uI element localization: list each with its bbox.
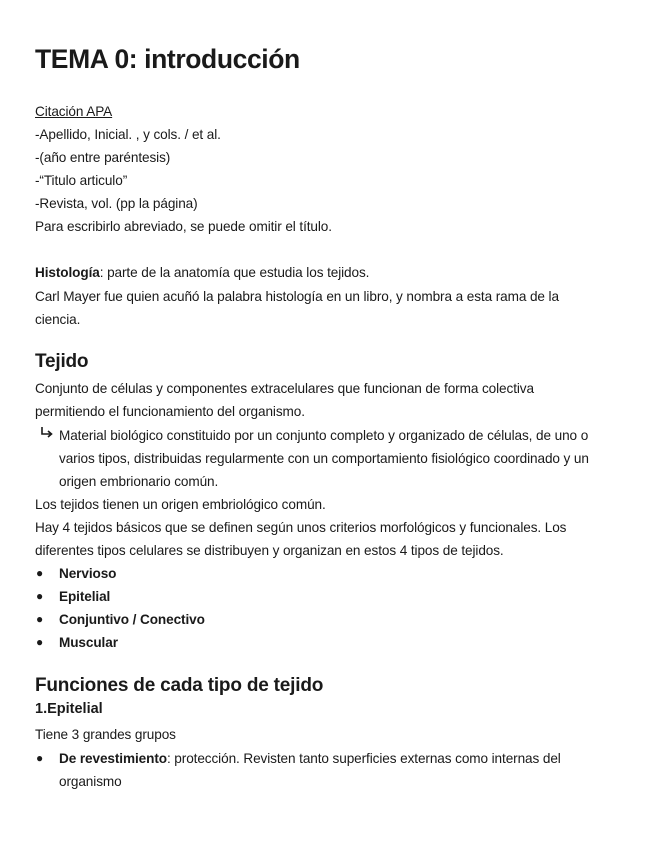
tissue-type-item: Nervioso [59, 566, 117, 581]
tejido-def-line-1: Conjunto de células y componentes extracelulares que funcionan de forma colectiva [35, 381, 534, 396]
apa-heading: Citación APA [35, 104, 113, 119]
tejido-sub-line-1: Material biológico constituido por un conjunto completo y organizado de células, de uno o [59, 428, 589, 443]
tejido-sub-line-2: varios tipos, distribuidas regularmente con un comportamiento fisiológico coordinado y un [59, 451, 589, 466]
mayer-line-2: ciencia. [35, 312, 81, 327]
revestimiento-text: : protección. Revisten tanto superficies externas como internas del [166, 751, 561, 766]
revestimiento-term: De revestimiento [59, 751, 167, 766]
tissue-type-item: Epitelial [59, 589, 111, 604]
bullet-icon: ● [36, 566, 44, 580]
bullet-icon: ● [36, 589, 44, 603]
revestimiento-text-line-2: organismo [59, 774, 122, 789]
apa-line-3: -“Titulo articulo” [35, 173, 128, 188]
tejido-basic-line-2: diferentes tipos celulares se distribuyen y organizan en estos 4 tipos de tejidos. [35, 543, 504, 558]
tejido-basic-line-1: Hay 4 tejidos básicos que se definen según unos criterios morfológicos y funcionales. Los [35, 520, 567, 535]
tejido-sub-line-3: origen embrionario común. [59, 474, 219, 489]
revestimiento-item [59, 747, 561, 770]
bullet-icon: ● [36, 635, 44, 649]
tissue-type-item: Muscular [59, 635, 118, 650]
tissue-type-item: Conjuntivo / Conectivo [59, 612, 205, 627]
return-arrow-icon [40, 426, 54, 440]
histologia-definition [35, 261, 369, 284]
section-heading-tejido: Tejido [35, 351, 89, 372]
histologia-term: Histología [35, 265, 100, 280]
tejido-origin: Los tejidos tienen un origen embriológico común. [35, 497, 326, 512]
tejido-def-line-2: permitiendo el funcionamiento del organismo. [35, 404, 305, 419]
page-title: TEMA 0: introducción [35, 44, 300, 74]
apa-line-4: -Revista, vol. (pp la página) [35, 196, 198, 211]
groups-text: Tiene 3 grandes grupos [35, 727, 176, 742]
apa-line-5: Para escribirlo abreviado, se puede omitir el título. [35, 219, 332, 234]
apa-line-2: -(año entre paréntesis) [35, 150, 171, 165]
mayer-line-1: Carl Mayer fue quien acuñó la palabra histología en un libro, y nombra a esta rama de la [35, 289, 559, 304]
apa-line-1: -Apellido, Inicial. , y cols. / et al. [35, 127, 221, 142]
section-heading-funciones: Funciones de cada tipo de tejido [35, 675, 324, 696]
histologia-text: : parte de la anatomía que estudia los tejidos. [99, 265, 370, 280]
bullet-icon: ● [36, 751, 44, 765]
bullet-icon: ● [36, 612, 44, 626]
subheading-epitelial: 1.Epitelial [35, 701, 103, 717]
